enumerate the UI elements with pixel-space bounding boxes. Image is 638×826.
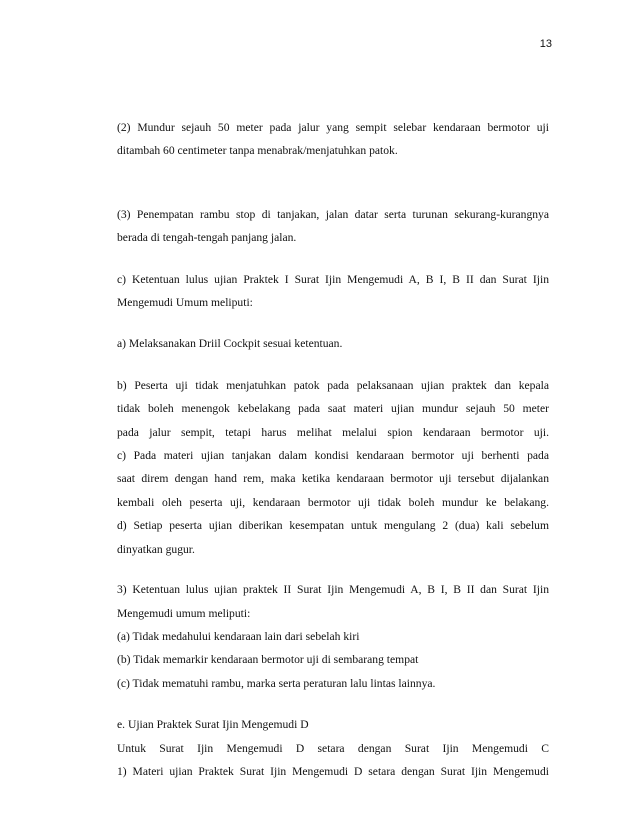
text-line: Mengemudi umum meliputi: (117, 606, 251, 620)
text-line: Mengemudi Umum meliputi: (117, 296, 253, 310)
text-line: kembali oleh peserta uji, kendaraan bermotor uji tidak boleh mundur ke belakang. (117, 495, 549, 509)
paragraph-driil-cockpit (117, 332, 549, 355)
text-line: Untuk Surat Ijin Mengemudi D setara dengan Surat Ijin Mengemudi C (117, 741, 549, 755)
text-line: saat direm dengan hand rem, maka ketika kendaraan bermotor uji tersebut dijalankan (117, 472, 549, 486)
text-line: (b) Tidak memarkir kendaraan bermotor uji di sembarang tempat (117, 653, 419, 667)
text-line: (c) Tidak mematuhi rambu, marka serta peraturan lalu lintas lainnya. (117, 676, 436, 690)
text-line: 1) Materi ujian Praktek Surat Ijin Mengemudi D setara dengan Surat Ijin Mengemudi (117, 764, 549, 778)
text-line: ditambah 60 centimeter tanpa menabrak/menjatuhkan patok. (117, 144, 398, 158)
text-line: (2) Mundur sejauh 50 meter pada jalur yang sempit selebar kendaraan bermotor uji (117, 121, 549, 134)
text-line: (a) Tidak medahului kendaraan lain dari sebelah kiri (117, 629, 360, 643)
text-line: tidak boleh menengok kebelakang pada saat materi ujian mundur sejauh 50 meter (117, 402, 549, 416)
paragraph-ujian-sim-d (117, 713, 549, 783)
text-line: d) Setiap peserta ujian diberikan kesempatan untuk mengulang 2 (dua) kali sebelum (117, 519, 549, 533)
paragraph-penempatan-rambu (117, 203, 549, 250)
paragraph-ketentuan-praktek-2 (117, 578, 549, 695)
section-heading: e. Ujian Praktek Surat Ijin Mengemudi D (117, 718, 309, 732)
text-line: c) Ketentuan lulus ujian Praktek I Surat Ijin Mengemudi A, B I, B II dan Surat Ijin (117, 272, 549, 286)
paragraph-ketentuan-praktek-1 (117, 268, 549, 315)
text-line: (3) Penempatan rambu stop di tanjakan, jalan datar serta turunan sekurang-kurangnya (117, 207, 549, 221)
document-body (117, 116, 549, 783)
paragraph-mundur (117, 116, 549, 163)
page-number: 13 (539, 38, 552, 50)
paragraph-peserta-uji (117, 374, 549, 561)
text-line: berada di tengah-tengah panjang jalan. (117, 231, 297, 245)
text-line: c) Pada materi ujian tanjakan dalam kondisi kendaraan bermotor uji berhenti pada (117, 449, 549, 463)
text-line: 3) Ketentuan lulus ujian praktek II Surat Ijin Mengemudi A, B I, B II dan Surat Ijin (117, 583, 549, 597)
text-line: dinyatkan gugur. (117, 542, 195, 556)
text-line: b) Peserta uji tidak menjatuhkan patok pada pelaksanaan ujian praktek dan kepala (117, 378, 549, 392)
text-line: pada jalur sempit, tetapi harus melihat melalui spion kendaraan bermotor uji. (117, 425, 549, 439)
text-line: a) Melaksanakan Driil Cockpit sesuai ketentuan. (117, 337, 343, 351)
